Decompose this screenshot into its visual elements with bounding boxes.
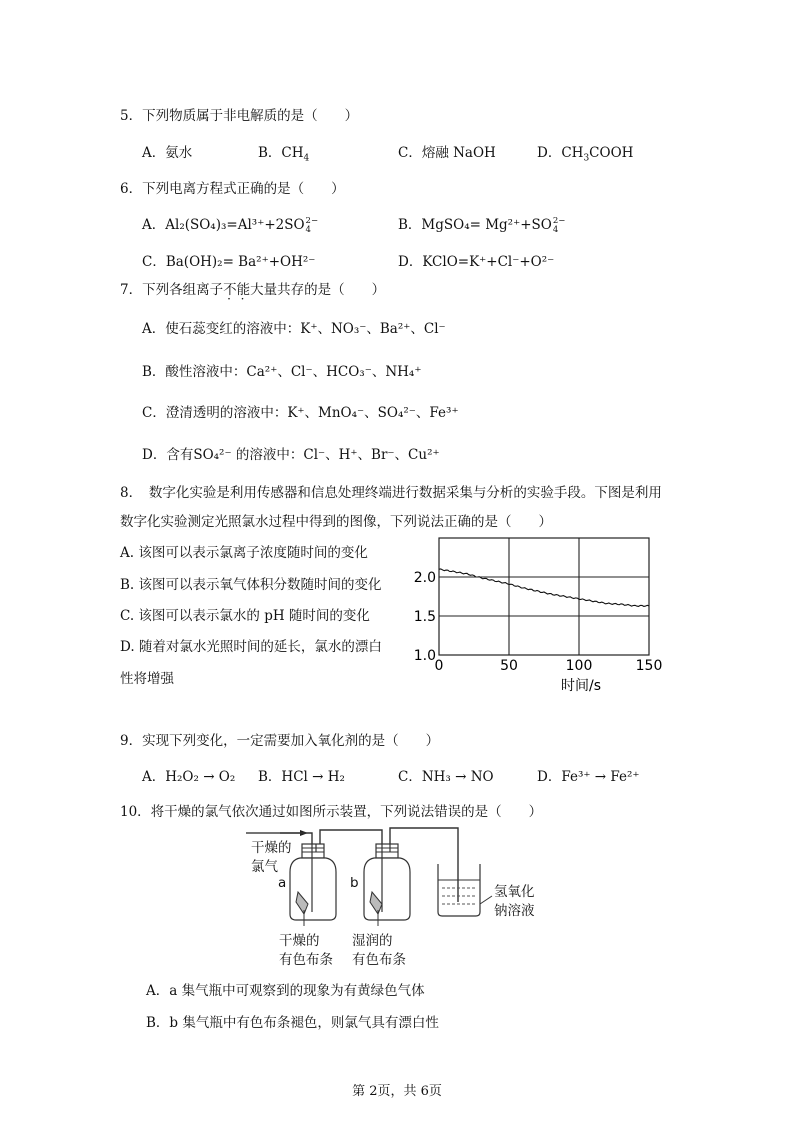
x-axis-label: 时间/s	[560, 678, 602, 694]
q10-option-a: A．a 集气瓶中可观察到的现象为有黄绿色气体	[146, 983, 425, 999]
label-dry-chlorine-1: 干燥的	[251, 840, 292, 856]
q9-option-a: A．H₂O₂ → O₂	[142, 769, 236, 785]
label-wet-strip-2: 有色布条	[352, 952, 406, 968]
q5-option-c: C．熔融 NaOH	[398, 145, 496, 161]
bottle-b	[364, 844, 410, 920]
q5-option-d: D．$CH_3COOH$	[537, 145, 634, 164]
series-line	[439, 569, 649, 607]
q6-option-b: B．MgSO₄= Mg²⁺+SO 2− 4	[398, 215, 566, 235]
q6-option-a: A．Al₂(SO₄)₃=Al³⁺+2SO 2− 4	[142, 215, 319, 235]
q7-option-b: B．酸性溶液中：Ca²⁺、Cl⁻、HCO₃⁻、NH₄⁺	[142, 364, 422, 380]
q8-option-b: B. 该图可以表示氧气体积分数随时间的变化	[120, 577, 382, 593]
q5-stem: 5．下列物质属于非电解质的是（ ）	[120, 108, 359, 124]
q7-option-a: A．使石蕊变红的溶液中：K⁺、NO₃⁻、Ba²⁺、Cl⁻	[142, 321, 446, 337]
q9-option-c: C．NH₃ → NO	[398, 769, 494, 785]
x-tick-label: 100	[565, 658, 593, 674]
page-footer: 第 2页，共 6页	[352, 1084, 442, 1099]
y-tick-label: 2.0	[413, 570, 436, 586]
chloride-water-chart	[405, 530, 675, 695]
bottle-a	[290, 844, 336, 920]
q5-option-a: A．氨水	[142, 145, 193, 161]
q10-stem: 10．将干燥的氯气依次通过如图所示装置，下列说法错误的是（ ）	[120, 804, 543, 820]
y-tick-label: 1.0	[413, 648, 436, 664]
q9-stem: 9．实现下列变化，一定需要加入氧化剂的是（ ）	[120, 733, 440, 749]
label-naoh-2: 钠溶液	[494, 903, 535, 919]
q6-stem: 6．下列电离方程式正确的是（ ）	[120, 181, 345, 197]
plot-frame	[439, 538, 649, 655]
q8-stem-line1: 8． 数字化实验是利用传感器和信息处理终端进行数据采集与分析的实验手段。下图是利用	[120, 485, 662, 501]
label-bottle-a: a	[278, 875, 287, 891]
x-tick-label: 150	[635, 658, 663, 674]
x-tick-label: 0	[434, 658, 444, 674]
x-tick-label: 50	[500, 658, 518, 674]
q8-stem-line2: 数字化实验测定光照氯水过程中得到的图像，下列说法正确的是（ ）	[120, 514, 552, 530]
q6-option-c: C．Ba(OH)₂= Ba²⁺+OH²⁻	[142, 254, 316, 270]
q9-option-b: B．HCl → H₂	[258, 769, 345, 785]
q7-option-c: C．澄清透明的溶液中：K⁺、MnO₄⁻、SO₄²⁻、Fe³⁺	[142, 405, 459, 421]
q7-stem: 7．下列各组离子不能大量共存的是（ ）	[120, 282, 386, 298]
y-tick-label: 1.5	[413, 609, 436, 625]
label-bottle-b: b	[350, 875, 359, 891]
q8-option-d-line1: D. 随着对氯水光照时间的延长，氯水的漂白	[120, 639, 382, 655]
q5-option-b: B．$CH_4$	[258, 145, 310, 164]
label-dry-strip-1: 干燥的	[279, 933, 320, 949]
q6-option-d: D．KClO=K⁺+Cl⁻+O²⁻	[398, 254, 555, 270]
q8-option-a: A. 该图可以表示氯离子浓度随时间的变化	[120, 545, 368, 561]
q10-option-b: B．b 集气瓶中有色布条褪色，则氯气具有漂白性	[146, 1015, 439, 1031]
q7-option-d: D．含有SO₄²⁻ 的溶液中：Cl⁻、H⁺、Br⁻、Cu²⁺	[142, 447, 440, 463]
q9-option-d: D．Fe³⁺ → Fe²⁺	[537, 769, 640, 785]
beaker	[438, 864, 492, 916]
q8-option-d-line2: 性将增强	[120, 671, 174, 687]
label-dry-chlorine-2: 氯气	[251, 859, 278, 875]
label-naoh-1: 氢氧化	[494, 884, 535, 900]
q8-option-c: C. 该图可以表示氯水的 pH 随时间的变化	[120, 608, 370, 624]
label-wet-strip-1: 湿润的	[352, 933, 393, 949]
label-dry-strip-2: 有色布条	[279, 952, 333, 968]
